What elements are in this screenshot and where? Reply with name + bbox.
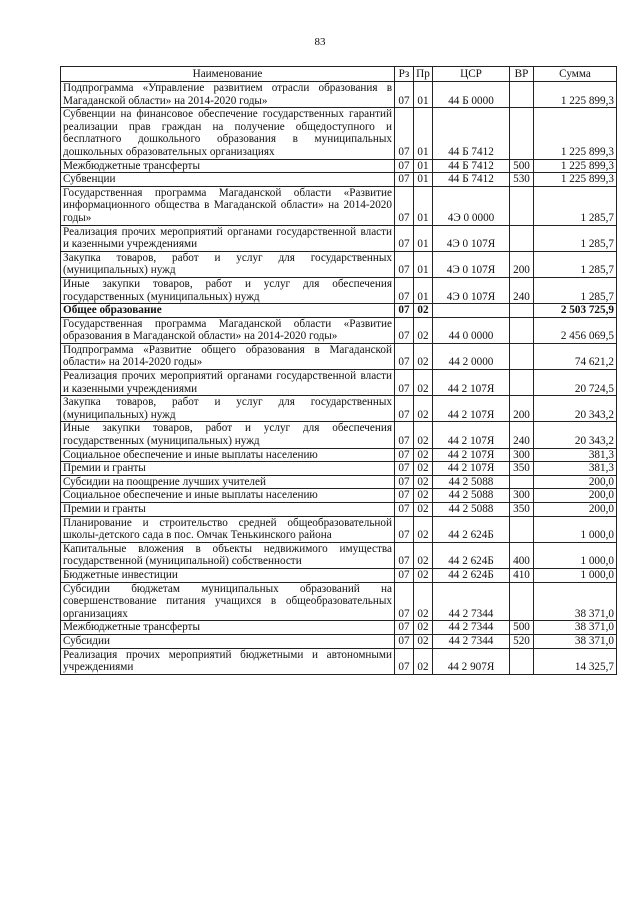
cell-csr: 44 2 5088 [433, 475, 510, 489]
table-header-row [61, 67, 617, 82]
cell-pr: 01 [414, 173, 433, 187]
cell-rz: 07 [395, 159, 414, 173]
cell-vr: 530 [510, 173, 534, 187]
cell-name: Субвенции на финансовое обеспечение государственных гарантий реализации прав граждан на получение общедоступного и бесплатного дошкольного образования в муниципальных дошкольных образовательных организациях [61, 108, 395, 159]
cell-pr: 02 [414, 568, 433, 582]
cell-name: Иные закупки товаров, работ и услуг для обеспечения государственных (муниципальных) нужд [61, 422, 395, 448]
cell-sum: 20 343,2 [534, 422, 617, 448]
cell-rz: 07 [395, 422, 414, 448]
cell-vr: 300 [510, 489, 534, 503]
cell-sum: 1 285,7 [534, 225, 617, 251]
cell-csr: 44 2 0000 [433, 343, 510, 369]
cell-pr: 02 [414, 489, 433, 503]
cell-rz: 07 [395, 503, 414, 517]
header-vr: ВР [510, 67, 534, 82]
cell-csr: 44 2 624Б [433, 568, 510, 582]
table-row [61, 516, 617, 542]
cell-sum: 200,0 [534, 475, 617, 489]
cell-vr [510, 82, 534, 108]
table-row [61, 634, 617, 648]
cell-csr: 4Э 0 107Я [433, 251, 510, 277]
cell-sum: 38 371,0 [534, 621, 617, 635]
cell-name: Государственная программа Магаданской области «Развитие образования в Магаданской области» на 2014-2020 годы» [61, 317, 395, 343]
cell-vr [510, 304, 534, 318]
cell-name: Субсидии на поощрение лучших учителей [61, 475, 395, 489]
header-csr: ЦСР [433, 67, 510, 82]
cell-pr: 02 [414, 448, 433, 462]
cell-name: Субсидии бюджетам муниципальных образований на совершенствование питания учащихся в общеобразовательных организациях [61, 582, 395, 621]
cell-name: Государственная программа Магаданской области «Развитие информационного общества в Магаданской области» на 2014-2020 годы» [61, 186, 395, 225]
cell-rz: 07 [395, 225, 414, 251]
cell-sum: 1 000,0 [534, 542, 617, 568]
cell-csr: 44 2 624Б [433, 516, 510, 542]
cell-name: Реализация прочих мероприятий органами государственной власти и казенными учреждениями [61, 225, 395, 251]
cell-pr: 02 [414, 542, 433, 568]
cell-pr: 02 [414, 370, 433, 396]
cell-rz: 07 [395, 489, 414, 503]
cell-sum: 38 371,0 [534, 634, 617, 648]
cell-vr: 240 [510, 422, 534, 448]
cell-pr: 02 [414, 621, 433, 635]
cell-vr: 350 [510, 503, 534, 517]
cell-sum: 1 285,7 [534, 277, 617, 303]
cell-sum: 2 503 725,9 [534, 304, 617, 318]
table-row [61, 648, 617, 674]
cell-csr: 44 2 107Я [433, 462, 510, 476]
table-row [61, 159, 617, 173]
cell-rz: 07 [395, 648, 414, 674]
cell-rz: 07 [395, 448, 414, 462]
table-row [61, 489, 617, 503]
cell-name: Премии и гранты [61, 462, 395, 476]
table-row [61, 621, 617, 635]
cell-rz: 07 [395, 317, 414, 343]
cell-vr: 240 [510, 277, 534, 303]
cell-pr: 01 [414, 108, 433, 159]
cell-rz: 07 [395, 277, 414, 303]
header-rz: Рз [395, 67, 414, 82]
cell-sum: 381,3 [534, 448, 617, 462]
cell-rz: 07 [395, 568, 414, 582]
cell-sum: 1 225 899,3 [534, 173, 617, 187]
cell-vr [510, 108, 534, 159]
cell-sum: 1 000,0 [534, 568, 617, 582]
cell-name: Социальное обеспечение и иные выплаты населению [61, 448, 395, 462]
cell-csr: 44 Б 7412 [433, 108, 510, 159]
cell-vr [510, 648, 534, 674]
cell-sum: 38 371,0 [534, 582, 617, 621]
cell-name: Закупка товаров, работ и услуг для государственных (муниципальных) нужд [61, 251, 395, 277]
table-row [61, 225, 617, 251]
cell-csr: 44 2 907Я [433, 648, 510, 674]
cell-name: Реализация прочих мероприятий бюджетными и автономными учреждениями [61, 648, 395, 674]
cell-pr: 02 [414, 343, 433, 369]
cell-csr: 44 Б 0000 [433, 82, 510, 108]
cell-sum: 200,0 [534, 489, 617, 503]
cell-vr [510, 186, 534, 225]
cell-vr: 500 [510, 621, 534, 635]
table-row [61, 251, 617, 277]
header-pr: Пр [414, 67, 433, 82]
cell-name: Иные закупки товаров, работ и услуг для обеспечения государственных (муниципальных) нужд [61, 277, 395, 303]
cell-csr: 44 2 107Я [433, 448, 510, 462]
cell-pr: 01 [414, 186, 433, 225]
cell-csr: 44 Б 7412 [433, 159, 510, 173]
cell-rz: 07 [395, 304, 414, 318]
header-name: Наименование [61, 67, 395, 82]
table-row [61, 108, 617, 159]
cell-sum: 381,3 [534, 462, 617, 476]
cell-name: Премии и гранты [61, 503, 395, 517]
cell-name: Подпрограмма «Управление развитием отрасли образования в Магаданской области» на 2014-2020 годы» [61, 82, 395, 108]
cell-csr: 44 2 107Я [433, 422, 510, 448]
table-row [61, 462, 617, 476]
cell-sum: 1 225 899,3 [534, 108, 617, 159]
table-row [61, 396, 617, 422]
cell-vr [510, 370, 534, 396]
cell-csr: 4Э 0 0000 [433, 186, 510, 225]
table-row [61, 422, 617, 448]
cell-pr: 01 [414, 251, 433, 277]
cell-pr: 02 [414, 422, 433, 448]
table-row [61, 317, 617, 343]
cell-rz: 07 [395, 82, 414, 108]
cell-csr: 44 2 5088 [433, 503, 510, 517]
cell-vr [510, 343, 534, 369]
table-row [61, 277, 617, 303]
cell-rz: 07 [395, 108, 414, 159]
cell-rz: 07 [395, 251, 414, 277]
cell-sum: 1 225 899,3 [534, 159, 617, 173]
cell-vr [510, 475, 534, 489]
table-row [61, 370, 617, 396]
table-row [61, 448, 617, 462]
cell-csr: 44 Б 7412 [433, 173, 510, 187]
table-row [61, 568, 617, 582]
table-row [61, 582, 617, 621]
cell-csr: 4Э 0 107Я [433, 277, 510, 303]
cell-sum: 1 225 899,3 [534, 82, 617, 108]
page-number: 83 [314, 36, 326, 48]
cell-name: Общее образование [61, 304, 395, 318]
cell-vr [510, 582, 534, 621]
header-sum: Сумма [534, 67, 617, 82]
cell-csr [433, 304, 510, 318]
cell-csr: 44 2 7344 [433, 621, 510, 635]
cell-vr: 400 [510, 542, 534, 568]
cell-name: Межбюджетные трансферты [61, 621, 395, 635]
cell-pr: 02 [414, 516, 433, 542]
cell-csr: 44 2 107Я [433, 396, 510, 422]
cell-pr: 02 [414, 503, 433, 517]
cell-sum: 14 325,7 [534, 648, 617, 674]
cell-name: Реализация прочих мероприятий органами государственной власти и казенными учреждениями [61, 370, 395, 396]
cell-name: Межбюджетные трансферты [61, 159, 395, 173]
cell-sum: 20 343,2 [534, 396, 617, 422]
cell-vr [510, 516, 534, 542]
cell-rz: 07 [395, 582, 414, 621]
cell-pr: 02 [414, 475, 433, 489]
table-row [61, 503, 617, 517]
cell-csr: 44 2 624Б [433, 542, 510, 568]
cell-name: Социальное обеспечение и иные выплаты населению [61, 489, 395, 503]
cell-pr: 02 [414, 317, 433, 343]
cell-pr: 02 [414, 462, 433, 476]
cell-rz: 07 [395, 542, 414, 568]
cell-csr: 44 2 7344 [433, 634, 510, 648]
cell-vr: 500 [510, 159, 534, 173]
cell-sum: 1 285,7 [534, 186, 617, 225]
cell-sum: 1 000,0 [534, 516, 617, 542]
cell-rz: 07 [395, 475, 414, 489]
cell-name: Субвенции [61, 173, 395, 187]
cell-sum: 20 724,5 [534, 370, 617, 396]
cell-sum: 74 621,2 [534, 343, 617, 369]
cell-pr: 02 [414, 648, 433, 674]
table-row [61, 304, 617, 318]
cell-sum: 1 285,7 [534, 251, 617, 277]
table-row [61, 82, 617, 108]
cell-csr: 4Э 0 107Я [433, 225, 510, 251]
cell-pr: 02 [414, 396, 433, 422]
cell-name: Субсидии [61, 634, 395, 648]
cell-csr: 44 0 0000 [433, 317, 510, 343]
cell-name: Планирование и строительство средней общеобразовательной школы-детского сада в пос. Омчак Тенькинского района [61, 516, 395, 542]
cell-vr: 350 [510, 462, 534, 476]
table-row [61, 343, 617, 369]
cell-sum: 2 456 069,5 [534, 317, 617, 343]
cell-vr [510, 225, 534, 251]
table-row [61, 542, 617, 568]
cell-pr: 02 [414, 582, 433, 621]
cell-rz: 07 [395, 173, 414, 187]
cell-rz: 07 [395, 186, 414, 225]
cell-csr: 44 2 107Я [433, 370, 510, 396]
cell-name: Подпрограмма «Развитие общего образования в Магаданской области» на 2014-2020 годы» [61, 343, 395, 369]
cell-pr: 02 [414, 634, 433, 648]
table-row [61, 173, 617, 187]
cell-rz: 07 [395, 343, 414, 369]
cell-name: Закупка товаров, работ и услуг для государственных (муниципальных) нужд [61, 396, 395, 422]
cell-name: Капитальные вложения в объекты недвижимого имущества государственной (муниципальной) собственности [61, 542, 395, 568]
cell-pr: 02 [414, 304, 433, 318]
cell-vr: 520 [510, 634, 534, 648]
budget-table [60, 66, 617, 675]
cell-pr: 01 [414, 277, 433, 303]
cell-vr: 410 [510, 568, 534, 582]
cell-vr: 300 [510, 448, 534, 462]
cell-rz: 07 [395, 634, 414, 648]
table-row [61, 186, 617, 225]
cell-sum: 200,0 [534, 503, 617, 517]
cell-vr: 200 [510, 251, 534, 277]
cell-vr [510, 317, 534, 343]
cell-csr: 44 2 5088 [433, 489, 510, 503]
cell-rz: 07 [395, 396, 414, 422]
cell-rz: 07 [395, 516, 414, 542]
cell-csr: 44 2 7344 [433, 582, 510, 621]
cell-pr: 01 [414, 159, 433, 173]
cell-pr: 01 [414, 225, 433, 251]
cell-rz: 07 [395, 621, 414, 635]
cell-vr: 200 [510, 396, 534, 422]
cell-rz: 07 [395, 370, 414, 396]
cell-pr: 01 [414, 82, 433, 108]
cell-rz: 07 [395, 462, 414, 476]
table-row [61, 475, 617, 489]
cell-name: Бюджетные инвестиции [61, 568, 395, 582]
